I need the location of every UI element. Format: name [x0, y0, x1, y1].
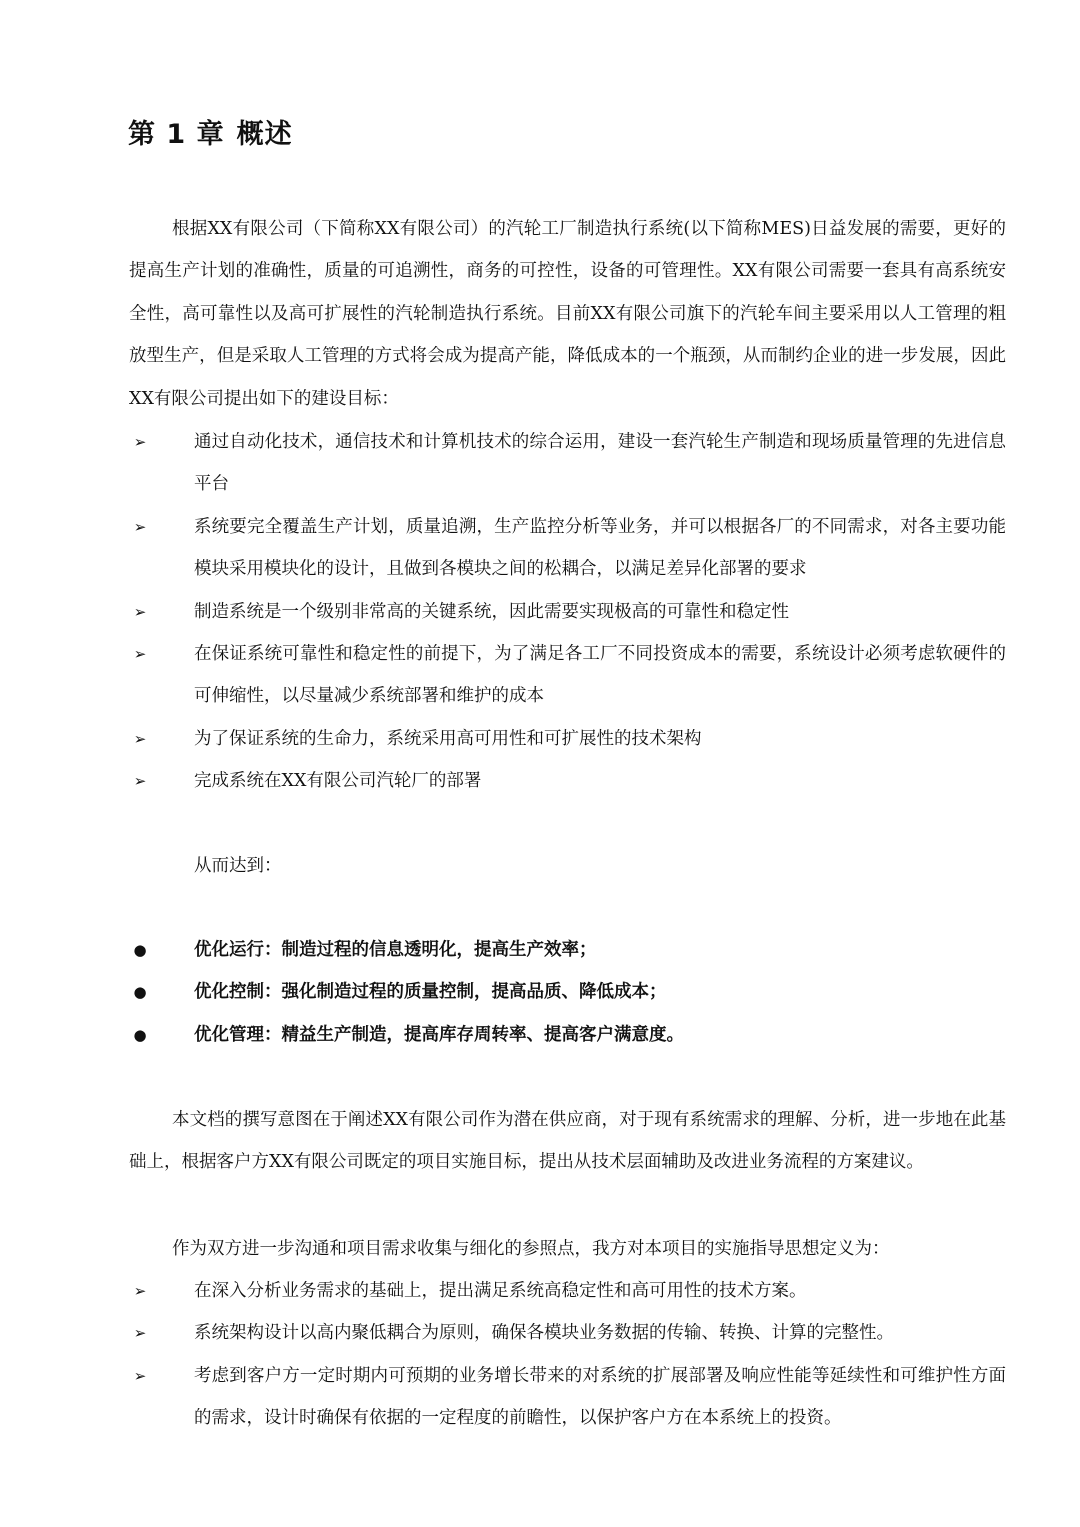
list-item	[129, 929, 1006, 971]
arrow-bullet-icon: ➢	[133, 433, 147, 451]
guidelines-list	[129, 1270, 1006, 1440]
list-item	[129, 633, 1006, 718]
arrow-bullet-icon: ➢	[133, 729, 147, 748]
list-item-text: 考虑到客户方一定时期内可预期的业务增长带来的对系统的扩展部署及响应性能等延续性和可维护性方面的需求，设计时确保有依据的一定程度的前瞻性，以保护客户方在本系统上的投资。	[194, 1365, 1006, 1429]
list-item	[129, 1014, 1006, 1056]
chapter-title: 概述	[236, 119, 293, 150]
reach-text: 从而达到：	[194, 856, 282, 876]
guide-paragraph: 作为双方进一步沟通和项目需求收集与细化的参照点，我方对本项目的实施指导思想定义为：	[172, 1239, 890, 1259]
list-item	[129, 421, 1006, 506]
list-item	[129, 1312, 1006, 1354]
list-item-text: 完成系统在XX有限公司汽轮厂的部署	[194, 771, 482, 792]
arrow-bullet-icon: ➢	[133, 645, 147, 664]
dot-bullet-icon: ●	[133, 983, 147, 1002]
list-item	[129, 1355, 1006, 1440]
list-item-text: 系统架构设计以高内聚低耦合为原则，确保各模块业务数据的传输、转换、计算的完整性。	[194, 1323, 894, 1344]
chapter-number: 第 1 章	[128, 119, 225, 150]
list-item-text: 制造系统是一个级别非常高的关键系统，因此需要实现极高的可靠性和稳定性	[194, 601, 789, 622]
list-item-text: 为了保证系统的生命力，系统采用高可用性和可扩展性的技术架构	[194, 728, 702, 749]
list-item	[129, 718, 1006, 760]
arrow-bullet-icon: ➢	[133, 1366, 147, 1385]
list-item	[129, 971, 1006, 1013]
chapter-heading	[128, 112, 293, 151]
list-item	[129, 506, 1006, 591]
list-item-text: 通过自动化技术，通信技术和计算机技术的综合运用，建设一套汽轮生产制造和现场质量管理的先进信息平台	[194, 432, 1006, 495]
list-item-text: 优化运行：制造过程的信息透明化，提高生产效率；	[194, 940, 597, 960]
doc-purpose-paragraph: 本文档的撰写意图在于阐述XX有限公司作为潜在供应商，对于现有系统需求的理解、分析，进一步地在此基础上，根据客户方XX有限公司既定的项目实施目标，提出从技术层面辅助及改进业务流程的方案建议。	[129, 1110, 1006, 1173]
dot-bullet-icon: ●	[133, 1025, 147, 1044]
dot-bullet-icon: ●	[133, 941, 147, 959]
list-item-text: 在保证系统可靠性和稳定性的前提下，为了满足各工厂不同投资成本的需要，系统设计必须考虑软硬件的可伸缩性，以尽量减少系统部署和维护的成本	[194, 644, 1006, 707]
list-item-text: 在深入分析业务需求的基础上，提出满足系统高稳定性和高可用性的技术方案。	[194, 1281, 807, 1301]
arrow-bullet-icon: ➢	[133, 602, 147, 621]
list-item	[129, 591, 1006, 633]
list-item	[129, 1270, 1006, 1312]
list-item	[129, 760, 1006, 802]
arrow-bullet-icon: ➢	[133, 772, 147, 791]
arrow-bullet-icon: ➢	[133, 517, 147, 536]
goals-list	[129, 421, 1006, 803]
intro-paragraph: 根据XX有限公司（下简称XX有限公司）的汽轮工厂制造执行系统(以下简称MES)日益发展的需要，更好的提高生产计划的准确性，质量的可追溯性，商务的可控性，设备的可管理性。XX有限公司需要一套具有高系统安全性，高可靠性以及高可扩展性的汽轮制造执行系统。目前XX有限公司旗下的汽轮车间主要采用以人工管理的粗放型生产，但是采取人工管理的方式将会成为提高产能，降低成本的一个瓶颈，从而制约企业的进一步发展，因此XX有限公司提出如下的建设目标：	[129, 219, 1006, 409]
arrow-bullet-icon: ➢	[133, 1324, 147, 1343]
list-item-text: 优化控制：强化制造过程的质量控制，提高品质、降低成本；	[194, 982, 667, 1003]
optimizations-list	[129, 929, 1006, 1056]
arrow-bullet-icon: ➢	[133, 1282, 147, 1300]
list-item-text: 系统要完全覆盖生产计划，质量追溯，生产监控分析等业务，并可以根据各厂的不同需求，对各主要功能模块采用模块化的设计，且做到各模块之间的松耦合，以满足差异化部署的要求	[194, 516, 1006, 580]
list-item-text: 优化管理：精益生产制造，提高库存周转率、提高客户满意度。	[194, 1024, 684, 1045]
